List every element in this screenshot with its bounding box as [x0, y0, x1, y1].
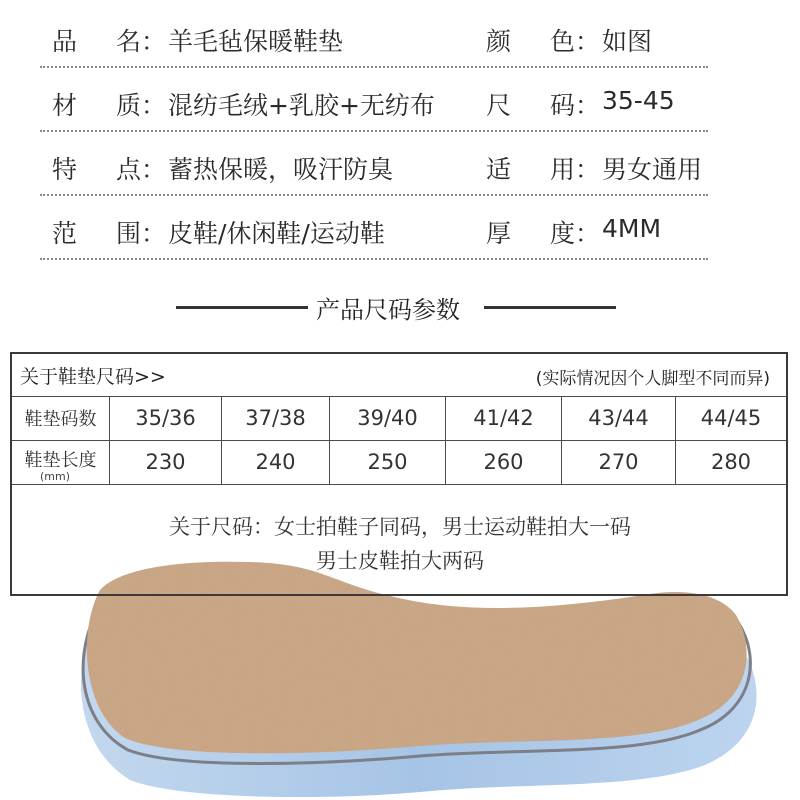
table-cell: 39/40: [330, 396, 446, 440]
table-cell: 43/44: [562, 396, 676, 440]
spec-label-char: 厚: [486, 219, 512, 248]
spec-value: 4MM: [602, 214, 662, 243]
spec-label-char: 点：: [116, 155, 167, 184]
table-cell: 260: [446, 440, 562, 484]
table-cell: 44/45: [700, 406, 762, 430]
spec-label-char: 材: [52, 91, 78, 120]
dotted-divider: [40, 66, 708, 68]
section-header: [0, 290, 800, 324]
table-header-title: 关于鞋垫尺码>>: [20, 366, 166, 388]
unit-label: (mm): [40, 470, 71, 483]
dotted-divider: [40, 258, 708, 260]
spec-label-char: 度：: [550, 219, 601, 248]
spec-value: 皮鞋/休闲鞋/运动鞋: [168, 219, 385, 248]
spec-value: 男女通用: [602, 155, 703, 184]
spec-label-char: 码：: [550, 91, 601, 120]
spec-row-name: [0, 6, 800, 70]
spec-label-char: 品: [52, 27, 78, 56]
spec-row-material: [0, 70, 800, 134]
table-cell: 37/38: [222, 396, 330, 440]
row-label-text: 鞋垫长度: [24, 450, 97, 471]
table-row-sizes: [12, 396, 786, 441]
table-cell: 240: [222, 440, 330, 484]
size-note-line-1: 关于尺码：女士拍鞋子同码，男士运动鞋拍大一码: [169, 515, 631, 539]
spec-label-char: 用：: [550, 155, 601, 184]
table-cell: 270: [562, 440, 676, 484]
spec-label-char: 适: [486, 155, 512, 184]
insole-texture: [87, 562, 747, 754]
title-rule-right: [484, 306, 616, 309]
spec-label-char: 特: [52, 155, 78, 184]
row-label: 鞋垫码数: [12, 396, 110, 440]
table-cell: 250: [330, 440, 446, 484]
table-header-note: (实际情况因个人脚型不同而异): [535, 369, 770, 389]
table-header-row: [12, 354, 786, 397]
spec-value: 35-45: [602, 86, 675, 115]
dotted-divider: [40, 130, 708, 132]
section-title: 产品尺码参数: [316, 296, 460, 324]
spec-label-char: 范: [52, 219, 78, 248]
spec-value: 混纺毛绒+乳胶+无纺布: [168, 91, 435, 120]
spec-label-char: 名：: [116, 27, 167, 56]
title-rule-left: [176, 306, 308, 309]
spec-label-char: 色：: [550, 27, 601, 56]
table-cell: 35/36: [110, 396, 222, 440]
table-cell: 41/42: [446, 396, 562, 440]
table-cell: 230: [110, 440, 222, 484]
spec-row-scope: [0, 198, 800, 262]
row-label: [12, 440, 110, 484]
spec-label-char: 质：: [116, 91, 167, 120]
spec-value: 如图: [602, 27, 653, 56]
table-row-lengths: [12, 440, 786, 485]
spec-label-char: 围：: [116, 219, 167, 248]
spec-row-feature: [0, 134, 800, 198]
spec-value: 羊毛毡保暖鞋垫: [168, 27, 344, 56]
size-note-line-2: 男士皮鞋拍大两码: [316, 549, 484, 573]
spec-label-char: 尺: [486, 91, 512, 120]
spec-value: 蓄热保暖，吸汗防臭: [168, 155, 394, 184]
spec-label-char: 颜: [486, 27, 512, 56]
dotted-divider: [40, 194, 708, 196]
insole-image: [0, 560, 800, 800]
table-cell: 280: [710, 450, 752, 474]
